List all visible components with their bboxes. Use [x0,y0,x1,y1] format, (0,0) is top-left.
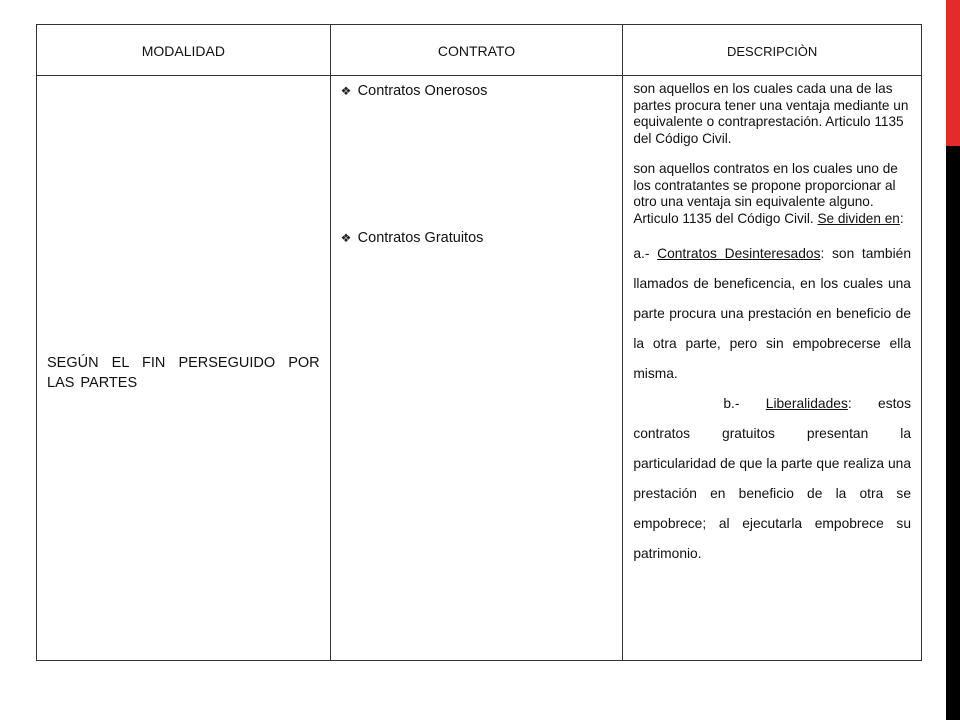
b-title: Liberalidades [765,396,848,411]
a-text: : son también llamados de beneficencia, en los cuales una parte procura una prestación en beneficio de la otra parte, pero sin empobrecerse ella misma. [633,246,912,381]
modalidad-text: SEGÚN EL FIN PERSEGUIDO POR LAS PARTES [47,355,320,391]
table-row [37,76,922,661]
diamond-bullet-icon: ❖ [340,84,352,98]
modalidad-cell [37,76,331,661]
a-title: Contratos Desinteresados [657,246,821,261]
divide-suffix: : [899,210,904,226]
accent-bar-red [946,0,960,146]
header-contrato: CONTRATO [330,25,623,76]
descripcion-cell [623,76,922,661]
list-item [341,83,488,99]
accent-bar-black [946,146,960,720]
b-prefix: b.- [723,396,766,411]
divide-label: Se dividen en [817,210,900,226]
list-item [341,230,484,246]
desc-gratuitos [633,161,911,227]
contrato-gratuitos-label: Contratos Gratuitos [357,230,484,246]
a-prefix: a.- [633,246,658,261]
desc-onerosos: son aquellos en los cuales cada una de las partes procura tener una ventaja mediante un equivalente o contraprestación. Articulo 1135 del Código Civil. [633,81,909,146]
contrato-cell [330,76,623,661]
desc-liberalidades [633,389,911,569]
desc-desinteresados [633,239,911,389]
header-descripcion: DESCRIPCIÒN [623,25,922,76]
contrato-onerosos-label: Contratos Onerosos [357,83,488,99]
header-modalidad: MODALIDAD [37,25,331,76]
b-text: : estos contratos gratuitos presentan la particularidad de que la parte que realiza una prestación en beneficio de la otra se empobrece; al ejecutarla empobrece su patrimonio. [633,396,911,561]
table-header-row [37,25,922,76]
diamond-bullet-icon: ❖ [340,231,352,245]
desc-gratuitos-text: son aquellos contratos en los cuales uno de los contratantes se propone proporcionar al otro una ventaja sin equivalente alguno. Articulo 1135 del Código Civil. [633,161,898,226]
contracts-table [36,24,922,661]
